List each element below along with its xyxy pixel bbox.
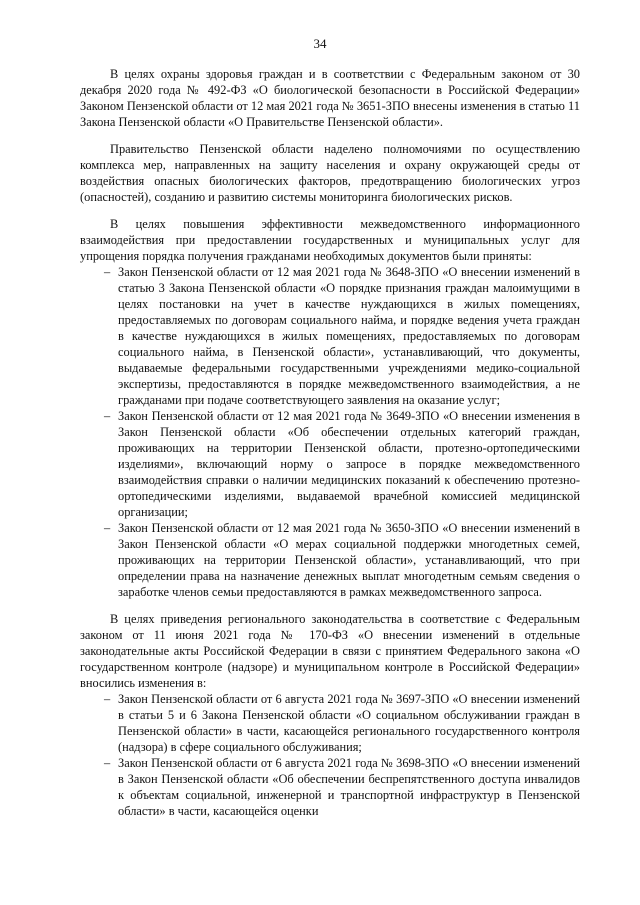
dash-bullet: – — [104, 409, 111, 423]
page-number: 34 — [313, 36, 327, 51]
paragraph-interdepartmental: В целях повышения эффективности межведомственного информационного взаимодействия при предоставлении государственных и муниципальных услуг для упрощения порядка получения гражданами необходимых документов были приняты: — [80, 217, 580, 263]
dash-bullet: – — [104, 265, 111, 279]
list-item — [80, 264, 580, 408]
document-body — [80, 66, 580, 830]
dash-bullet: – — [104, 756, 111, 770]
list-item — [80, 408, 580, 520]
dash-bullet: – — [104, 521, 111, 535]
list-item — [80, 691, 580, 755]
list-item — [80, 520, 580, 600]
list-item — [80, 755, 580, 819]
list-item-text: Закон Пензенской области от 12 мая 2021 года № 3649-ЗПО «О внесении изменения в Закон Пензенской области «Об обеспечении отдельных категорий граждан, проживающих на территории Пензенской области, протезно-ортопедическими изделиями», включающий норму о запросе в порядке межведомственного взаимодействия справки о наличии медицинских показаний к обеспечению протезно-ортопедическими изделиями, выдаваемой врачебной комиссией медицинской организации; — [118, 409, 580, 519]
amended-laws-list — [80, 691, 580, 819]
paragraph-regional-legislation: В целях приведения регионального законодательства в соответствие с Федеральным законом от 11 июня 2021 года № 170-ФЗ «О внесении изменений в отдельные законодательные акты Российской Федерации в связи с принятием Федерального закона «О государственном контроле (надзоре) и муниципальном контроле в Российской Федерации» вносились изменения в: — [80, 612, 580, 690]
list-item-text: Закон Пензенской области от 12 мая 2021 года № 3648-ЗПО «О внесении изменений в статью 3 Закона Пензенской области «О порядке признания граждан малоимущими в целях постановки на учет в качестве нуждающихся в жилых помещениях, предоставляемых по договорам социального найма, и порядке ведения учета граждан в качестве нуждающихся в жилых помещениях, предоставляемых по договорам социального найма, в Пензенской области», устанавливающий, что документы, выдаваемые федеральными государственными учреждениями медико-социальной экспертизы, предоставляются в порядке межведомственного взаимодействия, а не гражданами при подаче соответствующего заявления на оказание услуг; — [118, 265, 580, 407]
paragraph-biosafety: В целях охраны здоровья граждан и в соответствии с Федеральным законом от 30 декабря 2020 года № 492-ФЗ «О биологической безопасности в Российской Федерации» Законом Пензенской области от 12 мая 2021 года № 3651-ЗПО внесены изменения в статью 11 Закона Пензенской области «О Правительстве Пензенской области». — [80, 67, 580, 129]
list-item-text: Закон Пензенской области от 12 мая 2021 года № 3650-ЗПО «О внесении изменений в Закон Пензенской области «О мерах социальной поддержки многодетных семей, проживающих на территории Пензенской области», устанавливающий, что при определении права на назначение денежных выплат многодетным семьям сведения о заработке членов семьи предоставляются в рамках межведомственного запроса. — [118, 521, 580, 599]
list-item-text: Закон Пензенской области от 6 августа 2021 года № 3697-ЗПО «О внесении изменений в статьи 5 и 6 Закона Пензенской области «О социальном обслуживании граждан в Пензенской области» в части, касающейся регионального государственного контроля (надзора) в сфере социального обслуживания; — [118, 692, 580, 754]
dash-bullet: – — [104, 692, 111, 706]
list-item-text: Закон Пензенской области от 6 августа 2021 года № 3698-ЗПО «О внесении изменений в Закон Пензенской области «Об обеспечении беспрепятственного доступа инвалидов к объектам социальной, инженерной и транспортной инфраструктур в Пензенской области» в части, касающейся оценки — [118, 756, 580, 818]
adopted-laws-list — [80, 264, 580, 600]
paragraph-government-powers: Правительство Пензенской области наделено полномочиями по осуществлению комплекса мер, направленных на защиту населения и охрану окружающей среды от воздействия опасных биологических факторов, предотвращению биологических угроз (опасностей), созданию и развитию системы мониторинга биологических рисков. — [80, 142, 580, 204]
